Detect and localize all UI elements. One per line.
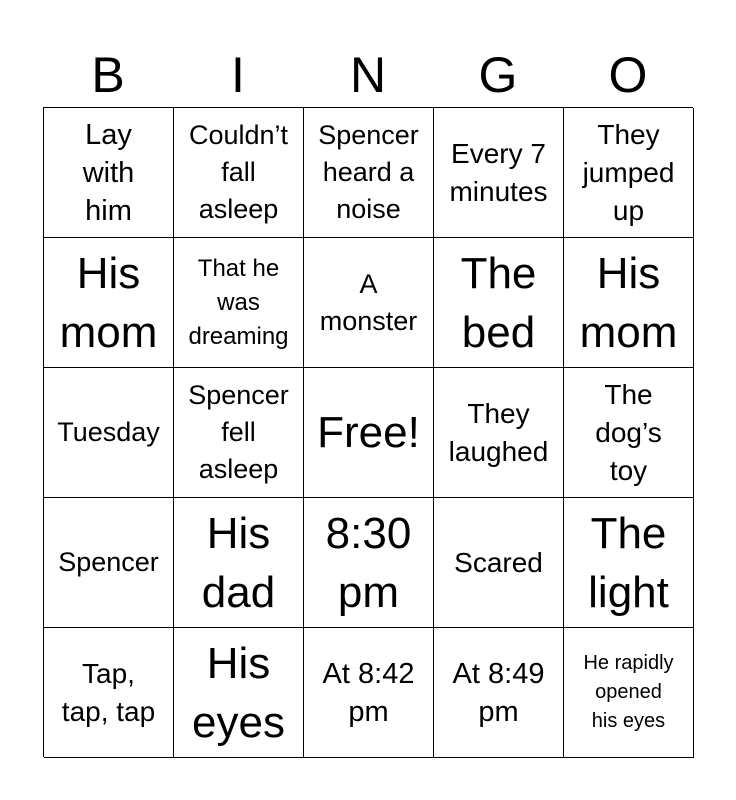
- bingo-cell-r5c5[interactable]: [564, 628, 694, 758]
- header-letter-b: B: [91, 47, 125, 103]
- cell-text: Spencer heard a noise: [318, 120, 419, 224]
- bingo-cell-r3c1[interactable]: [44, 368, 174, 498]
- bingo-cell-r1c5[interactable]: [564, 108, 694, 238]
- cell-text: The light: [588, 508, 669, 617]
- cell-text: Couldn’t fall asleep: [188, 120, 289, 224]
- cell-text: His eyes: [192, 638, 285, 747]
- cell-text: The dog’s toy: [595, 378, 662, 486]
- cell-text: They laughed: [448, 397, 549, 467]
- bingo-cell-r2c2[interactable]: [174, 238, 304, 368]
- header-letter-i: I: [231, 47, 245, 103]
- bingo-cell-r2c4[interactable]: [434, 238, 564, 368]
- bingo-cell-r2c5[interactable]: [564, 238, 694, 368]
- header-letter-g: G: [478, 47, 518, 103]
- bingo-cell-r3c3[interactable]: [304, 368, 434, 498]
- cell-text: Lay with him: [82, 118, 135, 227]
- bingo-cell-r4c4[interactable]: [434, 498, 564, 628]
- cell-text: Spencer: [58, 547, 159, 577]
- bingo-cell-r4c3[interactable]: [304, 498, 434, 628]
- bingo-cell-r5c3[interactable]: [304, 628, 434, 758]
- bingo-cell-r4c5[interactable]: [564, 498, 694, 628]
- cell-text: Scared: [454, 546, 543, 578]
- bingo-cell-r1c3[interactable]: [304, 108, 434, 238]
- bingo-cell-r1c2[interactable]: [174, 108, 304, 238]
- bingo-cell-r2c1[interactable]: [44, 238, 174, 368]
- bingo-cell-r5c4[interactable]: [434, 628, 564, 758]
- cell-text: He rapidly opened his eyes: [583, 652, 674, 732]
- bingo-board: [43, 107, 693, 757]
- bingo-cell-r5c1[interactable]: [44, 628, 174, 758]
- cell-text: At 8:49 pm: [452, 657, 545, 728]
- cell-text: Free!: [317, 407, 420, 457]
- bingo-cell-r1c4[interactable]: [434, 108, 564, 238]
- cell-text: 8:30 pm: [325, 508, 412, 617]
- cell-text: Spencer fell asleep: [188, 380, 289, 484]
- bingo-header: [43, 44, 693, 106]
- header-letter-n: N: [349, 47, 387, 103]
- cell-text: Tuesday: [57, 417, 160, 447]
- cell-text: His mom: [59, 248, 158, 357]
- bingo-cell-r4c2[interactable]: [174, 498, 304, 628]
- bingo-cell-r5c2[interactable]: [174, 628, 304, 758]
- cell-text: The bed: [460, 248, 537, 357]
- cell-text: His dad: [201, 508, 276, 617]
- header-letter-o: O: [608, 47, 648, 103]
- cell-text: That he was dreaming: [188, 254, 289, 350]
- bingo-cell-r1c1[interactable]: [44, 108, 174, 238]
- bingo-cell-r4c1[interactable]: [44, 498, 174, 628]
- bingo-cell-r2c3[interactable]: [304, 238, 434, 368]
- cell-text: A monster: [319, 268, 418, 336]
- cell-text: They jumped up: [582, 118, 675, 226]
- cell-text: At 8:42 pm: [322, 657, 415, 728]
- bingo-cell-r3c5[interactable]: [564, 368, 694, 498]
- bingo-cell-r3c2[interactable]: [174, 368, 304, 498]
- cell-text: Tap, tap, tap: [61, 657, 156, 727]
- cell-text: Every 7 minutes: [449, 137, 548, 207]
- bingo-cell-r3c4[interactable]: [434, 368, 564, 498]
- cell-text: His mom: [579, 248, 678, 357]
